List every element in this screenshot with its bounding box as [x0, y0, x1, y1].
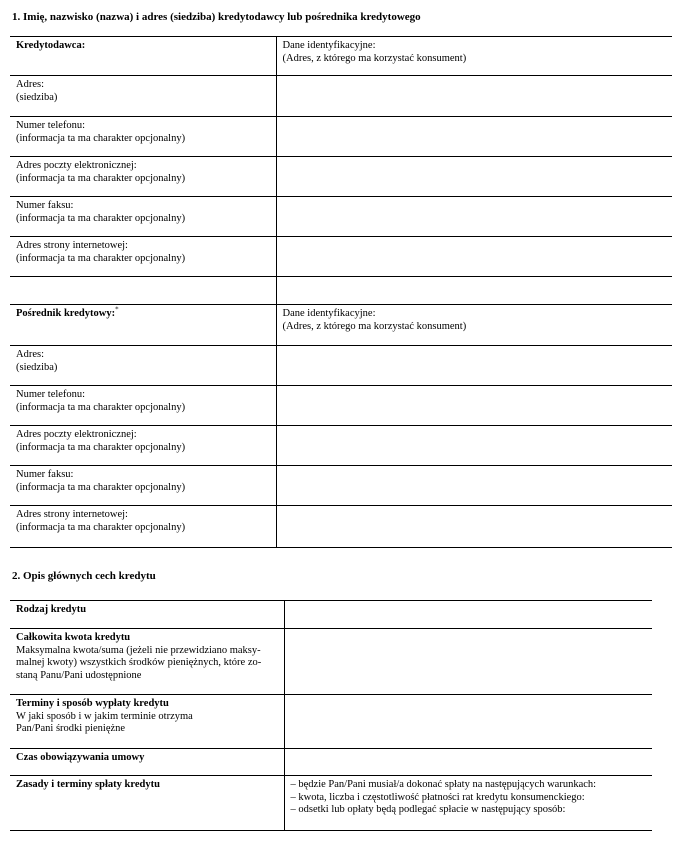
intermediary-website-hint: (informacja ta ma charakter opcjonalny) — [16, 521, 186, 533]
total-amount-field[interactable] — [284, 629, 652, 695]
footnote-marker: * — [115, 305, 119, 314]
lender-phone-label: Numer telefonu: — [16, 120, 86, 131]
total-amount-row — [10, 629, 652, 695]
repayment-label-cell — [10, 776, 284, 831]
intermediary-email-label-cell — [10, 426, 276, 466]
lender-fax-label-cell — [10, 197, 276, 237]
lender-fax-label: Numer faksu: — [16, 200, 74, 211]
lender-address-field[interactable] — [276, 76, 672, 117]
intermediary-address-row — [10, 346, 672, 386]
intermediary-phone-label: Numer telefonu: — [16, 389, 86, 400]
repayment-item-installments: – kwota, liczba i częstotliwość płatności rat kredytu konsumenckiego: — [290, 791, 585, 803]
lender-id-label: Dane identyfikacyjne: — [282, 40, 376, 51]
repayment-title: Zasady i terminy spłaty kredytu — [16, 779, 160, 790]
repayment-terms-cell[interactable] — [284, 776, 652, 831]
lender-title-cell — [10, 37, 276, 76]
lender-website-hint: (informacja ta ma charakter opcjonalny) — [16, 252, 186, 264]
lender-address-row — [10, 76, 672, 117]
payout-field[interactable] — [284, 695, 652, 749]
lender-fax-row — [10, 197, 672, 237]
lender-address-label: Adres: — [16, 79, 44, 90]
lender-email-label-cell — [10, 157, 276, 197]
intermediary-fax-label: Numer faksu: — [16, 469, 74, 480]
lender-website-label-cell — [10, 237, 276, 277]
lender-intermediary-table — [10, 36, 672, 548]
payout-desc-line1: W jaki sposób i w jakim terminie otrzyma — [16, 710, 193, 722]
intermediary-phone-field[interactable] — [276, 386, 672, 426]
intermediary-fax-field[interactable] — [276, 466, 672, 506]
intermediary-website-label: Adres strony internetowej: — [16, 509, 128, 520]
lender-website-row — [10, 237, 672, 277]
credit-type-label-cell — [10, 601, 284, 629]
lender-phone-field[interactable] — [276, 117, 672, 157]
duration-title: Czas obowiązywania umowy — [16, 752, 145, 763]
total-amount-title: Całkowita kwota kredytu — [16, 632, 131, 643]
lender-website-label: Adres strony internetowej: — [16, 240, 128, 251]
intermediary-website-row — [10, 506, 672, 548]
credit-type-field[interactable] — [284, 601, 652, 629]
intermediary-id-label: Dane identyfikacyjne: — [282, 308, 376, 319]
repayment-item-interest: – odsetki lub opłaty będą podlegać spłacie w następujący sposób: — [290, 804, 566, 815]
lender-title: Kredytodawca: — [16, 40, 86, 51]
total-amount-desc-line1: Maksymalna kwota/suma (jeżeli nie przewidziano maksy- — [16, 644, 261, 656]
section1-heading: 1. Imię, nazwisko (nazwa) i adres (siedziba) kredytodawcy lub pośrednika kredytowego — [12, 11, 421, 23]
credit-features-table — [10, 600, 652, 831]
credit-type-title: Rodzaj kredytu — [16, 604, 87, 615]
lender-fax-field[interactable] — [276, 197, 672, 237]
lender-email-field[interactable] — [276, 157, 672, 197]
duration-row — [10, 749, 652, 776]
lender-website-field[interactable] — [276, 237, 672, 277]
payout-label-cell — [10, 695, 284, 749]
lender-phone-label-cell — [10, 117, 276, 157]
intermediary-id-hint: (Adres, z którego ma korzystać konsument) — [282, 320, 467, 332]
intermediary-phone-label-cell — [10, 386, 276, 426]
duration-label-cell — [10, 749, 284, 776]
intermediary-email-hint: (informacja ta ma charakter opcjonalny) — [16, 441, 186, 453]
intermediary-id-cell[interactable] — [276, 305, 672, 346]
lender-address-label-cell — [10, 76, 276, 117]
intermediary-address-field[interactable] — [276, 346, 672, 386]
repayment-item-conditions: – będzie Pan/Pani musiał/a dokonać spłaty na następujących warunkach: — [290, 779, 597, 790]
payout-title: Terminy i sposób wypłaty kredytu — [16, 698, 169, 709]
lender-fax-hint: (informacja ta ma charakter opcjonalny) — [16, 212, 186, 224]
intermediary-phone-hint: (informacja ta ma charakter opcjonalny) — [16, 401, 186, 413]
payout-desc-line2: Pan/Pani środki pieniężne — [16, 723, 126, 734]
spacer-cell-left — [10, 277, 276, 305]
payout-row — [10, 695, 652, 749]
credit-type-row — [10, 601, 652, 629]
intermediary-address-hint: (siedziba) — [16, 361, 58, 373]
spacer-row — [10, 277, 672, 305]
total-amount-label-cell — [10, 629, 284, 695]
repayment-row — [10, 776, 652, 831]
intermediary-title: Pośrednik kredytowy: — [16, 308, 116, 319]
total-amount-desc-line3: staną Panu/Pani udostępnione — [16, 669, 142, 681]
intermediary-email-row — [10, 426, 672, 466]
intermediary-email-field[interactable] — [276, 426, 672, 466]
intermediary-email-label: Adres poczty elektronicznej: — [16, 429, 137, 440]
intermediary-website-field[interactable] — [276, 506, 672, 548]
spacer-cell-right — [276, 277, 672, 305]
lender-email-row — [10, 157, 672, 197]
intermediary-title-cell — [10, 305, 276, 346]
lender-email-hint: (informacja ta ma charakter opcjonalny) — [16, 172, 186, 184]
section2-heading: 2. Opis głównych cech kredytu — [12, 570, 156, 582]
lender-header-row — [10, 37, 672, 76]
intermediary-phone-row — [10, 386, 672, 426]
intermediary-header-row — [10, 305, 672, 346]
intermediary-fax-hint: (informacja ta ma charakter opcjonalny) — [16, 481, 186, 493]
lender-phone-hint: (informacja ta ma charakter opcjonalny) — [16, 132, 186, 144]
lender-email-label: Adres poczty elektronicznej: — [16, 160, 137, 171]
intermediary-website-label-cell — [10, 506, 276, 548]
intermediary-fax-label-cell — [10, 466, 276, 506]
lender-phone-row — [10, 117, 672, 157]
lender-id-hint: (Adres, z którego ma korzystać konsument) — [282, 52, 467, 64]
intermediary-address-label: Adres: — [16, 349, 44, 360]
total-amount-desc-line2: malnej kwoty) wszystkich środków pieniężnych, które zo- — [16, 657, 262, 668]
lender-id-cell[interactable] — [276, 37, 672, 76]
duration-field[interactable] — [284, 749, 652, 776]
lender-address-hint: (siedziba) — [16, 91, 58, 103]
intermediary-fax-row — [10, 466, 672, 506]
intermediary-address-label-cell — [10, 346, 276, 386]
